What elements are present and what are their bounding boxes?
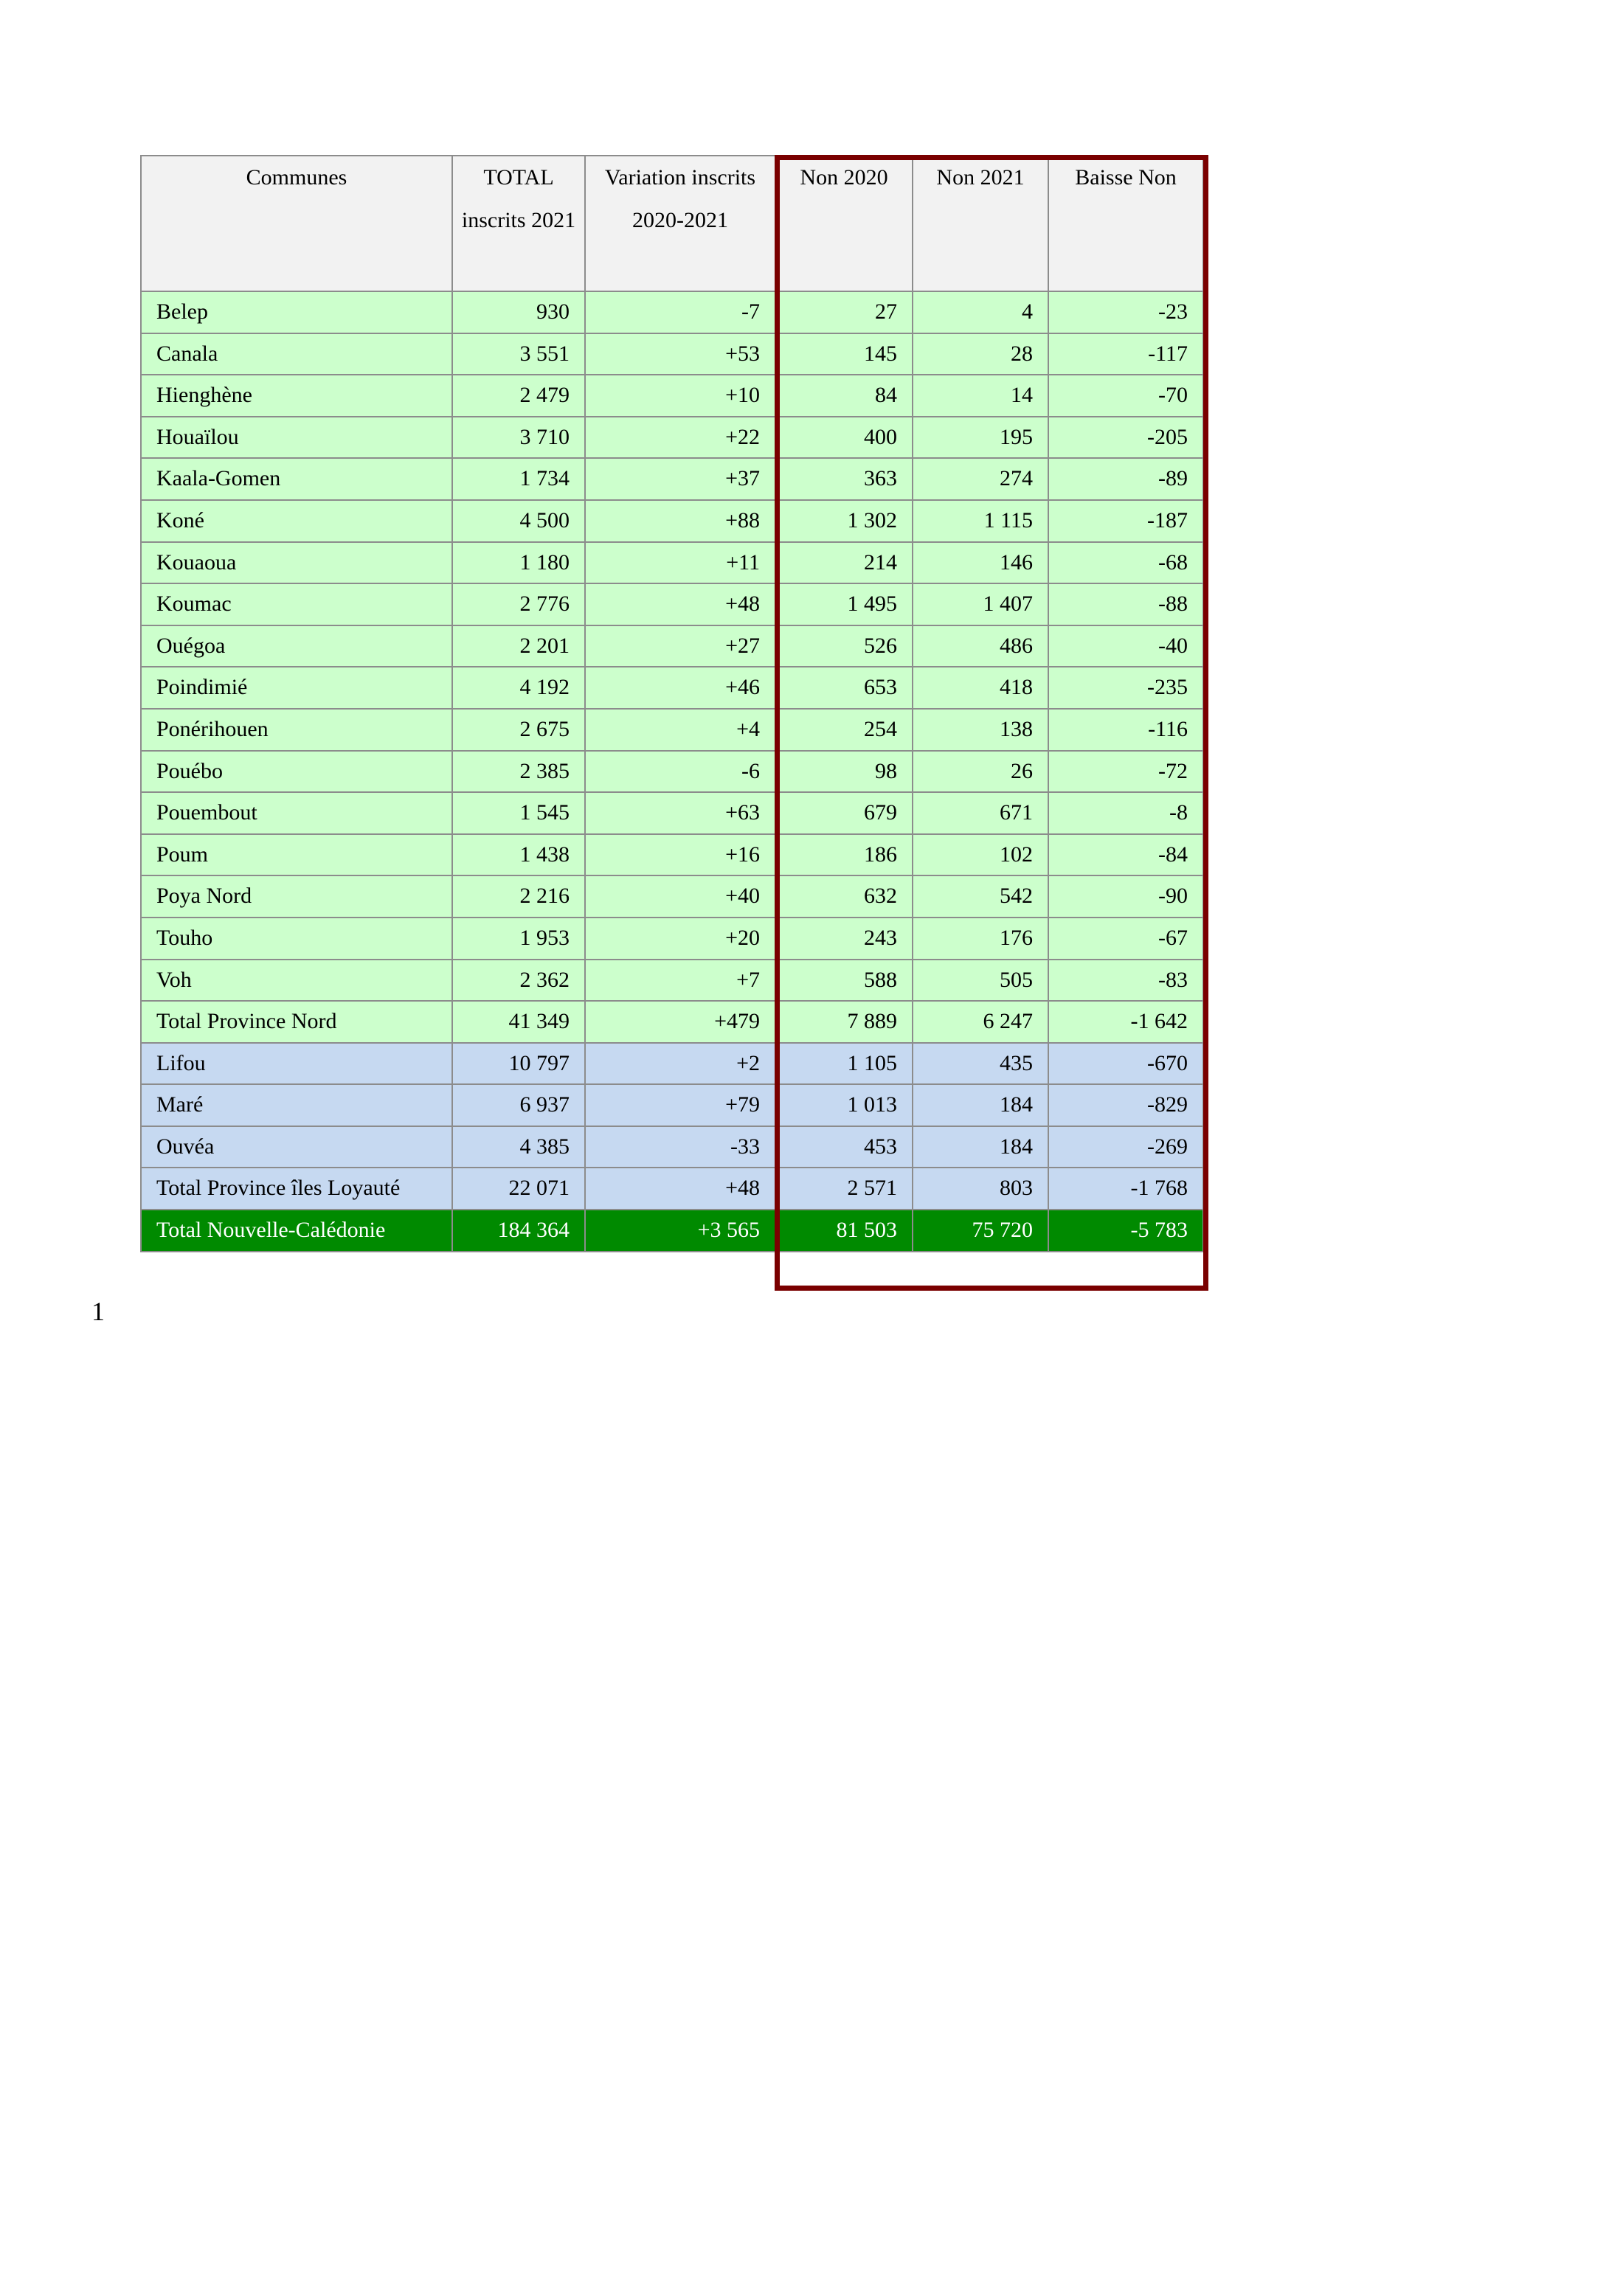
cell-variation: +48	[585, 583, 775, 625]
cell-commune: Canala	[141, 333, 452, 375]
cell-variation: +40	[585, 875, 775, 918]
cell-baisse-non: -670	[1048, 1043, 1203, 1085]
header-non-2021: Non 2021	[913, 156, 1048, 291]
cell-variation: +10	[585, 375, 775, 417]
cell-total-inscrits: 184 364	[452, 1210, 585, 1252]
table-row	[141, 875, 1203, 918]
cell-baisse-non: -205	[1048, 417, 1203, 459]
cell-commune: Total Nouvelle-Calédonie	[141, 1210, 452, 1252]
table-row	[141, 834, 1203, 876]
cell-total-inscrits: 1 953	[452, 918, 585, 960]
cell-variation: -6	[585, 751, 775, 793]
cell-commune: Koné	[141, 500, 452, 542]
table-row	[141, 960, 1203, 1002]
cell-non-2020: 254	[775, 709, 913, 751]
cell-baisse-non: -40	[1048, 625, 1203, 667]
cell-non-2021: 486	[913, 625, 1048, 667]
cell-non-2021: 6 247	[913, 1001, 1048, 1043]
cell-commune: Ponérihouen	[141, 709, 452, 751]
cell-total-inscrits: 22 071	[452, 1168, 585, 1210]
table-row	[141, 1043, 1203, 1085]
table-row	[141, 542, 1203, 584]
cell-variation: +48	[585, 1168, 775, 1210]
cell-non-2020: 453	[775, 1126, 913, 1168]
cell-non-2020: 400	[775, 417, 913, 459]
cell-variation: +20	[585, 918, 775, 960]
cell-commune: Total Province îles Loyauté	[141, 1168, 452, 1210]
cell-non-2020: 363	[775, 458, 913, 500]
table-row	[141, 1210, 1203, 1252]
cell-non-2021: 418	[913, 667, 1048, 709]
table-row	[141, 709, 1203, 751]
cell-baisse-non: -117	[1048, 333, 1203, 375]
cell-non-2021: 176	[913, 918, 1048, 960]
cell-total-inscrits: 4 385	[452, 1126, 585, 1168]
cell-non-2021: 102	[913, 834, 1048, 876]
cell-total-inscrits: 930	[452, 291, 585, 333]
cell-baisse-non: -5 783	[1048, 1210, 1203, 1252]
table-row	[141, 291, 1203, 333]
cell-total-inscrits: 1 438	[452, 834, 585, 876]
table-row	[141, 667, 1203, 709]
cell-total-inscrits: 4 192	[452, 667, 585, 709]
header-row	[141, 156, 1203, 291]
cell-baisse-non: -1 642	[1048, 1001, 1203, 1043]
cell-commune: Houaïlou	[141, 417, 452, 459]
cell-non-2020: 632	[775, 875, 913, 918]
cell-non-2021: 75 720	[913, 1210, 1048, 1252]
cell-baisse-non: -84	[1048, 834, 1203, 876]
cell-baisse-non: -83	[1048, 960, 1203, 1002]
table-row	[141, 751, 1203, 793]
table-body	[141, 291, 1203, 1252]
cell-total-inscrits: 4 500	[452, 500, 585, 542]
cell-non-2020: 84	[775, 375, 913, 417]
cell-commune: Ouvéa	[141, 1126, 452, 1168]
cell-total-inscrits: 2 675	[452, 709, 585, 751]
cell-commune: Pouembout	[141, 792, 452, 834]
cell-non-2020: 679	[775, 792, 913, 834]
cell-commune: Poya Nord	[141, 875, 452, 918]
cell-commune: Ouégoa	[141, 625, 452, 667]
cell-variation: +3 565	[585, 1210, 775, 1252]
cell-variation: +22	[585, 417, 775, 459]
cell-baisse-non: -116	[1048, 709, 1203, 751]
cell-non-2021: 1 407	[913, 583, 1048, 625]
table-row	[141, 1084, 1203, 1126]
header-baisse-non: Baisse Non	[1048, 156, 1203, 291]
cell-non-2020: 1 105	[775, 1043, 913, 1085]
cell-total-inscrits: 2 201	[452, 625, 585, 667]
table-row	[141, 500, 1203, 542]
cell-variation: +2	[585, 1043, 775, 1085]
cell-variation: +37	[585, 458, 775, 500]
cell-non-2020: 243	[775, 918, 913, 960]
cell-variation: +79	[585, 1084, 775, 1126]
cell-non-2021: 542	[913, 875, 1048, 918]
cell-non-2020: 186	[775, 834, 913, 876]
cell-baisse-non: -88	[1048, 583, 1203, 625]
cell-variation: +4	[585, 709, 775, 751]
cell-baisse-non: -8	[1048, 792, 1203, 834]
cell-non-2020: 98	[775, 751, 913, 793]
cell-variation: -7	[585, 291, 775, 333]
cell-baisse-non: -72	[1048, 751, 1203, 793]
header-communes: Communes	[141, 156, 452, 291]
cell-commune: Poum	[141, 834, 452, 876]
cell-baisse-non: -269	[1048, 1126, 1203, 1168]
cell-non-2021: 26	[913, 751, 1048, 793]
cell-variation: +53	[585, 333, 775, 375]
cell-commune: Poindimié	[141, 667, 452, 709]
cell-non-2020: 214	[775, 542, 913, 584]
cell-total-inscrits: 10 797	[452, 1043, 585, 1085]
cell-commune: Belep	[141, 291, 452, 333]
cell-baisse-non: -235	[1048, 667, 1203, 709]
cell-baisse-non: -67	[1048, 918, 1203, 960]
cell-commune: Maré	[141, 1084, 452, 1126]
cell-total-inscrits: 6 937	[452, 1084, 585, 1126]
cell-non-2021: 274	[913, 458, 1048, 500]
header-non-2020: Non 2020	[775, 156, 913, 291]
cell-baisse-non: -187	[1048, 500, 1203, 542]
cell-total-inscrits: 2 385	[452, 751, 585, 793]
cell-total-inscrits: 1 180	[452, 542, 585, 584]
cell-non-2020: 145	[775, 333, 913, 375]
cell-baisse-non: -70	[1048, 375, 1203, 417]
cell-non-2020: 653	[775, 667, 913, 709]
cell-variation: +7	[585, 960, 775, 1002]
cell-total-inscrits: 2 479	[452, 375, 585, 417]
cell-non-2020: 526	[775, 625, 913, 667]
cell-total-inscrits: 1 545	[452, 792, 585, 834]
table-row	[141, 333, 1203, 375]
table-row	[141, 375, 1203, 417]
table-row	[141, 918, 1203, 960]
cell-variation: +16	[585, 834, 775, 876]
cell-non-2021: 4	[913, 291, 1048, 333]
cell-non-2021: 803	[913, 1168, 1048, 1210]
cell-non-2020: 7 889	[775, 1001, 913, 1043]
cell-non-2020: 27	[775, 291, 913, 333]
header-variation: Variation inscrits 2020-2021	[585, 156, 775, 291]
table-row	[141, 625, 1203, 667]
results-table	[140, 155, 1204, 1252]
cell-non-2021: 505	[913, 960, 1048, 1002]
cell-variation: +11	[585, 542, 775, 584]
cell-baisse-non: -89	[1048, 458, 1203, 500]
cell-commune: Touho	[141, 918, 452, 960]
table-row	[141, 1001, 1203, 1043]
cell-variation: +63	[585, 792, 775, 834]
cell-total-inscrits: 2 776	[452, 583, 585, 625]
footnote-marker: 1	[91, 1297, 105, 1326]
table-row	[141, 1168, 1203, 1210]
cell-variation: +27	[585, 625, 775, 667]
cell-commune: Voh	[141, 960, 452, 1002]
cell-baisse-non: -90	[1048, 875, 1203, 918]
cell-baisse-non: -829	[1048, 1084, 1203, 1126]
cell-variation: -33	[585, 1126, 775, 1168]
cell-total-inscrits: 2 362	[452, 960, 585, 1002]
cell-non-2021: 28	[913, 333, 1048, 375]
table-row	[141, 417, 1203, 459]
cell-commune: Koumac	[141, 583, 452, 625]
table-row	[141, 792, 1203, 834]
cell-commune: Total Province Nord	[141, 1001, 452, 1043]
cell-commune: Kaala-Gomen	[141, 458, 452, 500]
table-row	[141, 458, 1203, 500]
table-row	[141, 1126, 1203, 1168]
cell-non-2020: 81 503	[775, 1210, 913, 1252]
cell-non-2020: 1 013	[775, 1084, 913, 1126]
cell-non-2021: 195	[913, 417, 1048, 459]
cell-non-2021: 1 115	[913, 500, 1048, 542]
cell-variation: +479	[585, 1001, 775, 1043]
cell-non-2021: 435	[913, 1043, 1048, 1085]
cell-total-inscrits: 3 551	[452, 333, 585, 375]
cell-total-inscrits: 2 216	[452, 875, 585, 918]
cell-non-2020: 588	[775, 960, 913, 1002]
cell-variation: +46	[585, 667, 775, 709]
cell-non-2021: 671	[913, 792, 1048, 834]
cell-commune: Lifou	[141, 1043, 452, 1085]
header-total-inscrits: TOTAL inscrits 2021	[452, 156, 585, 291]
cell-non-2021: 184	[913, 1126, 1048, 1168]
cell-non-2021: 14	[913, 375, 1048, 417]
cell-total-inscrits: 1 734	[452, 458, 585, 500]
cell-commune: Pouébo	[141, 751, 452, 793]
cell-baisse-non: -1 768	[1048, 1168, 1203, 1210]
cell-total-inscrits: 3 710	[452, 417, 585, 459]
cell-baisse-non: -68	[1048, 542, 1203, 584]
cell-non-2021: 138	[913, 709, 1048, 751]
cell-non-2020: 1 495	[775, 583, 913, 625]
cell-variation: +88	[585, 500, 775, 542]
cell-non-2021: 184	[913, 1084, 1048, 1126]
cell-total-inscrits: 41 349	[452, 1001, 585, 1043]
cell-non-2020: 1 302	[775, 500, 913, 542]
table-row	[141, 583, 1203, 625]
cell-commune: Kouaoua	[141, 542, 452, 584]
cell-commune: Hienghène	[141, 375, 452, 417]
cell-baisse-non: -23	[1048, 291, 1203, 333]
cell-non-2021: 146	[913, 542, 1048, 584]
cell-non-2020: 2 571	[775, 1168, 913, 1210]
